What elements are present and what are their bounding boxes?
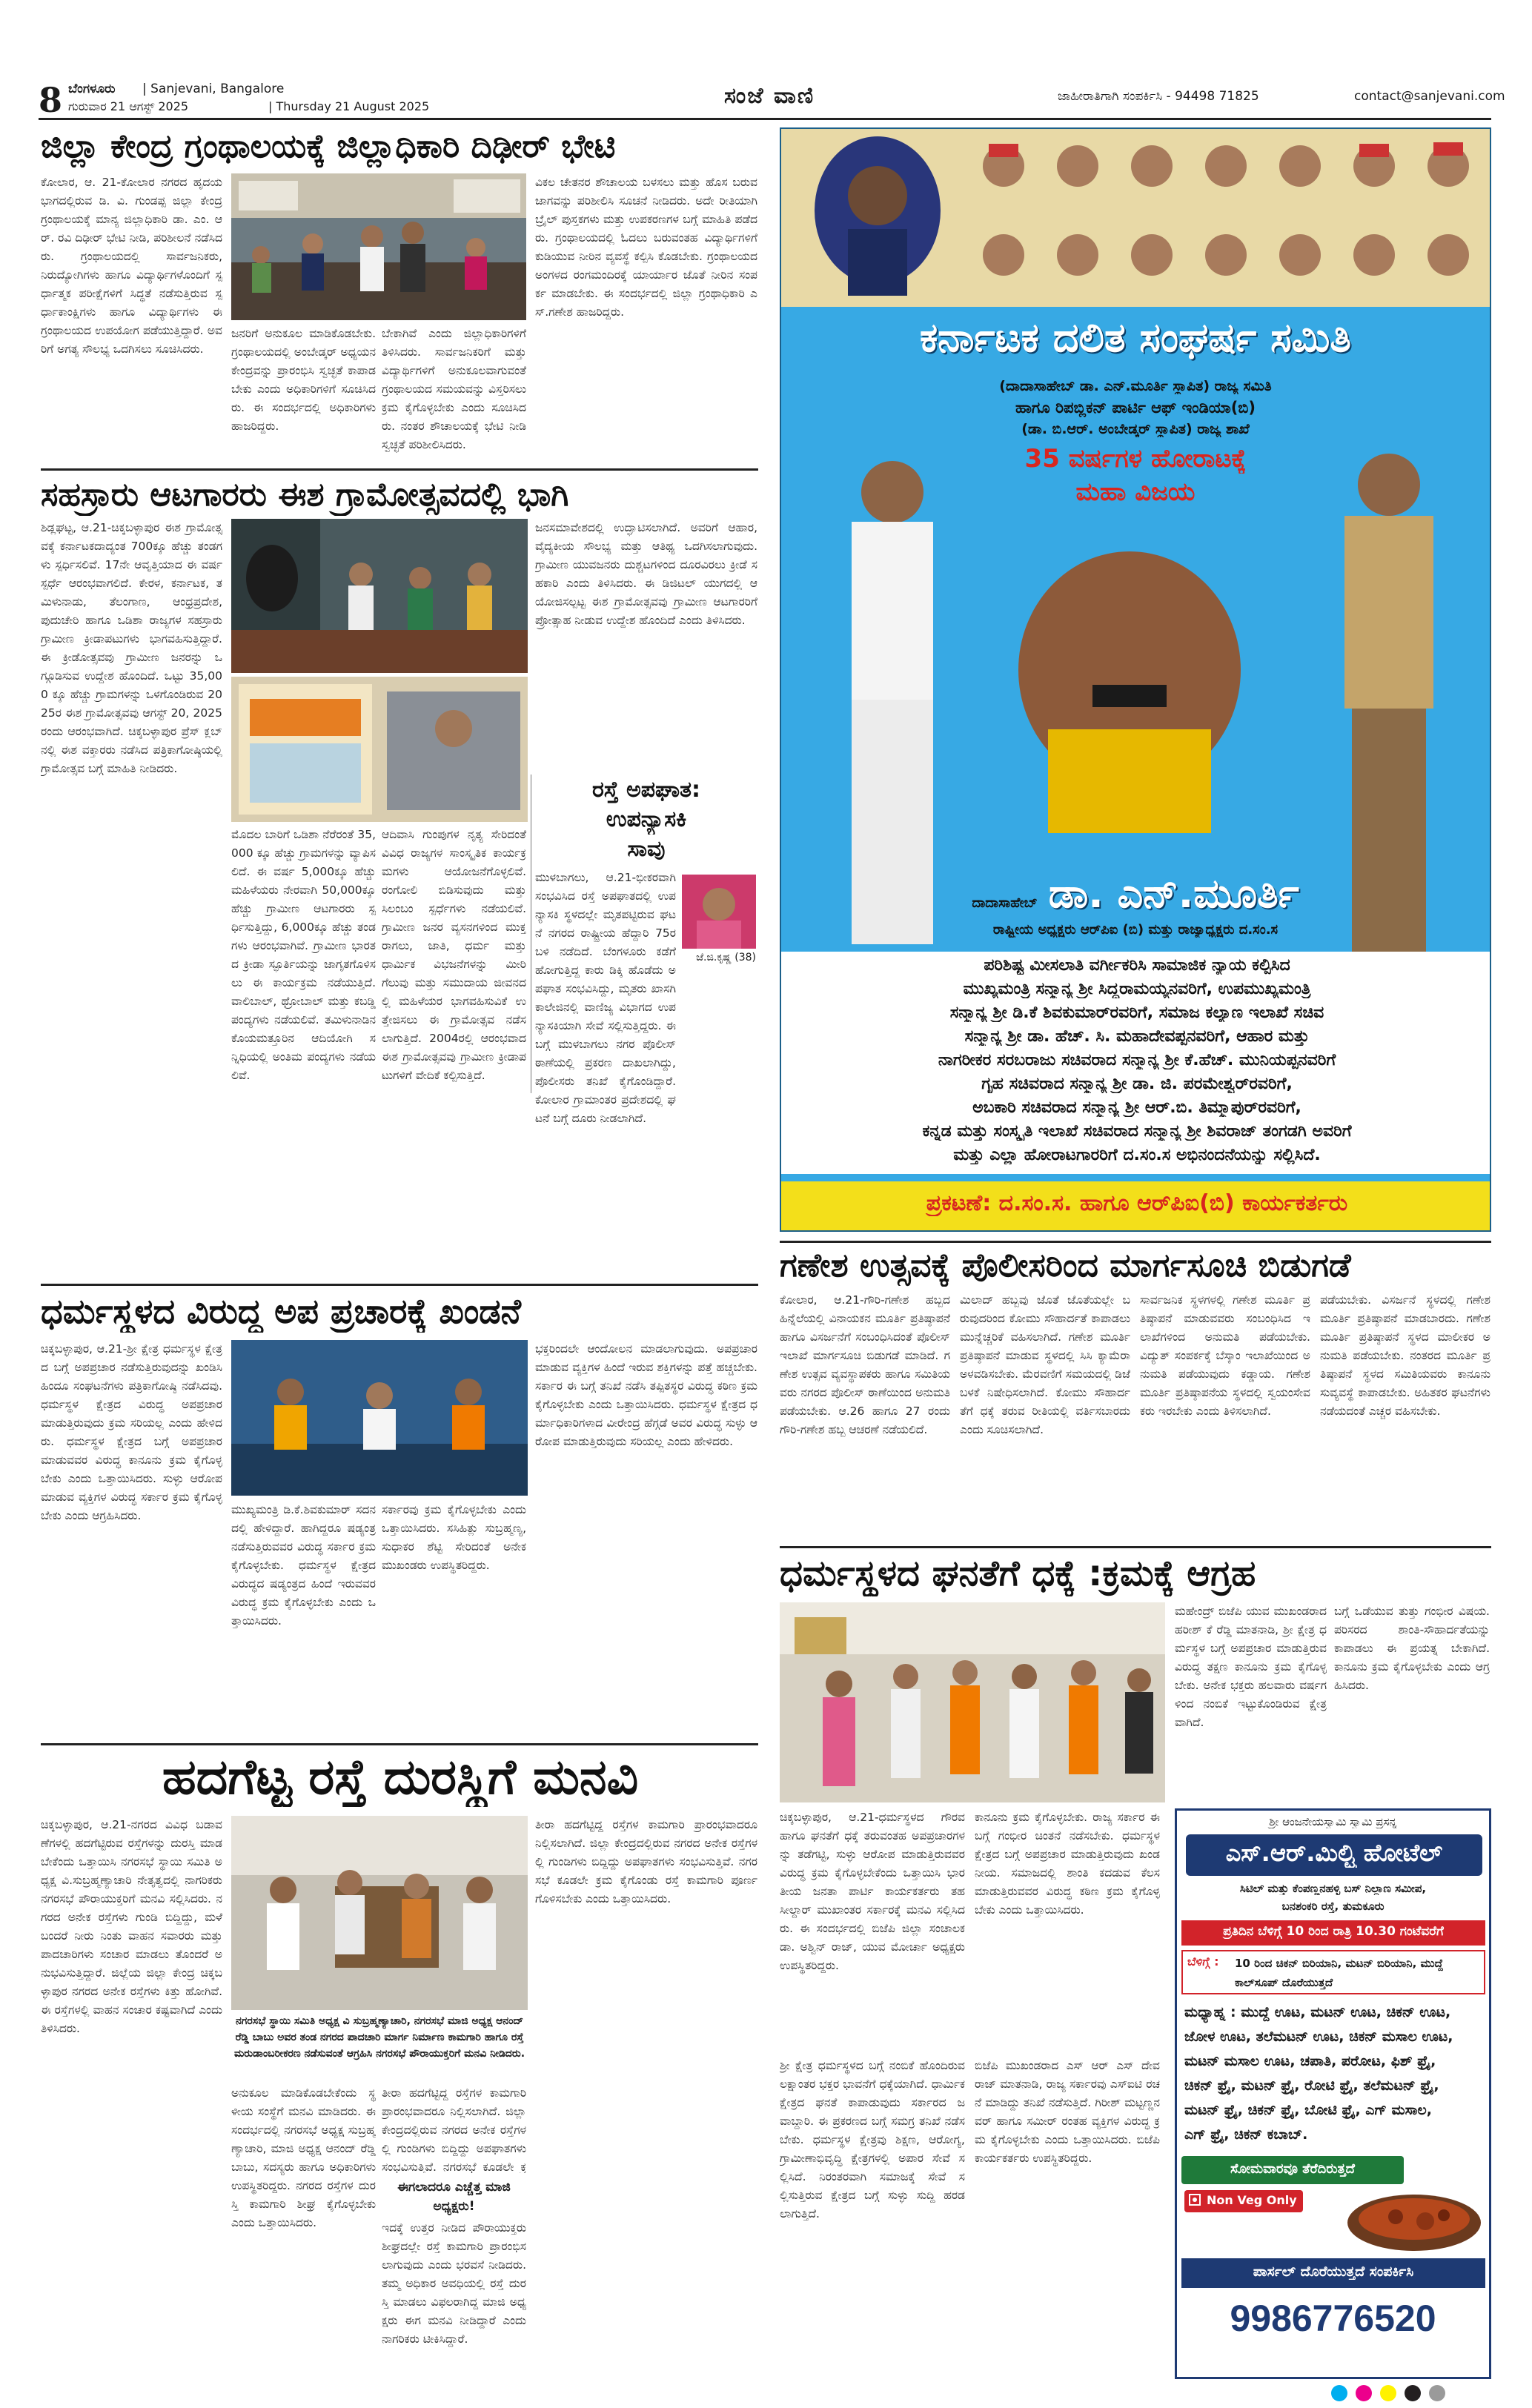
press-meet-photo (231, 1340, 528, 1496)
masthead (39, 80, 1505, 120)
hotel-address-2: ಬನಶಂಕರಿ ರಸ್ತೆ, ತುಮಕೂರು (1281, 1900, 1385, 1913)
library-visit-photo (231, 173, 526, 320)
samiti-title: ಕರ್ನಾಟಕ ದಲಿತ ಸಂಘರ್ಷ ಸಮಿತಿ (920, 314, 1351, 361)
masthead-date-en: | Thursday 21 August 2025 (268, 99, 430, 113)
article1-headline: ಜಿಲ್ಲಾ ಕೇಂದ್ರ ಗ್ರಂಥಾಲಯಕ್ಕೆ ಜಿಲ್ಲಾಧಿಕಾರಿ ದಿಢೀರ್ ಭೇಟಿ (41, 127, 616, 165)
portrait-band (781, 129, 1491, 307)
hotel-holiday: ಸೋಮವಾರವೂ ತೆರೆದಿರುತ್ತದೆ (1230, 2161, 1355, 2177)
samiti-message (781, 952, 1491, 1174)
brief-headline-2: ಉಪನ್ಯಾಸಕಿ (606, 806, 687, 832)
article4-col3-bottom: ಇದಕ್ಕೆ ಉತ್ತರ ನೀಡಿದ ಪೌರಾಯುಕ್ತರು ಶೀಘ್ರದಲ್ಲೇ ರಸ್ತೆ ಕಾಮಗಾರಿ ಪ್ರಾರಂಭಿಸಲಾಗುವುದು ಎಂದು ಭರವಸೆ ನೀಡಿದರು. ತಮ್ಮ ಅಧಿಕಾರ ಅವಧಿಯಲ್ಲಿ ರಸ್ತೆ ದುರಸ್ತಿ ಮಾಡಲು ವಿಫಲರಾಗಿದ್ದ ಮಾಜಿ ಅಧ್ಯಕ್ಷರು ಈಗ ಮನವಿ ನೀಡಿದ್ದಾರೆ ಎಂದು ನಾಗರಿಕರು ಟೀಕಿಸಿದ್ದಾರೆ. (382, 2221, 526, 2346)
divider (41, 468, 758, 471)
hotel-menu (1184, 2000, 1485, 2147)
samiti-anniversary-2: ಮಹಾ ವಿಜಯ (1075, 477, 1196, 507)
menu-line: ಜೋಳ ಊಟ, ತಲೆಮಟನ್ ಊಟ, ಚಿಕನ್ ಮಸಾಲ ಊಟ, (1184, 2029, 1453, 2045)
message-line: ಮುಖ್ಯಮಂತ್ರಿ ಸನ್ಮಾನ್ಯ ಶ್ರೀ ಸಿದ್ದರಾಮಯ್ಯನವರಿಗೆ, ಉಪಮುಖ್ಯಮಂತ್ರಿ (963, 980, 1311, 998)
article5-col3: ಸಾರ್ವಜನಿಕ ಸ್ಥಳಗಳಲ್ಲಿ ಗಣೇಶ ಮೂರ್ತಿ ಪ್ರತಿಷ್ಠಾಪನೆ ಮಾಡುವವರು ಸಂಬಂಧಿಸಿದ ಇಲಾಖೆಗಳಿಂದ ಅನುಮತಿ ಪಡೆಯಬೇಕು. ವಿದ್ಯುತ್ ಸಂಪರ್ಕಕ್ಕೆ ಬೆಸ್ಕಾಂ ಇಲಾಖೆಯಿಂದ ಅನುಮತಿ ಪಡೆಯುವುದು ಕಡ್ಡಾಯ. ಗಣೇಶ ಮೂರ್ತಿ ಪ್ರತಿಷ್ಠಾಪನೆಯ ಸ್ಥಳದಲ್ಲಿ ಸ್ವಯಂಸೇವಕರು ಇರಬೇಕು ಎಂದು ತಿಳಿಸಲಾಗಿದೆ. (1140, 1293, 1310, 1418)
gramotsava-press-photo (231, 519, 528, 673)
hotel-parcel-band (1181, 2258, 1485, 2288)
ad-contact: ಜಾಹೀರಾತಿಗಾಗಿ ಸಂಪರ್ಕಿಸಿ - 94498 71825 (1058, 89, 1259, 104)
article4-subhead: ಈಗಲಾದರೂ ಎಚ್ಚೆತ್ತ ಮಾಜಿ ಅಧ್ಯಕ್ಷರು! (397, 2180, 511, 2214)
hotel-holiday-band (1181, 2156, 1404, 2184)
article5-headline: ಗಣೇಶ ಉತ್ಸವಕ್ಕೆ ಪೊಲೀಸರಿಂದ ಮಾರ್ಗಸೂಚಿ ಬಿಡುಗಡೆ (780, 1247, 1351, 1284)
gray-dot (1429, 2385, 1445, 2401)
yellow-dot (1380, 2385, 1396, 2401)
road-petition-photo (231, 1816, 528, 2010)
article4-col3-top: ತೀರಾ ಹದಗೆಟ್ಟಿದ್ದ ರಸ್ತೆಗಳ ಕಾಮಗಾರಿ ಪ್ರಾರಂಭವಾದರೂ ನಿಲ್ಲಿಸಲಾಗಿದೆ. ಜಿಲ್ಲಾ ಕೇಂದ್ರದಲ್ಲಿರುವ ನಗರದ ಅನೇಕ ರಸ್ತೆಗಳಲ್ಲಿ ಗುಂಡಿಗಳು ಬಿದ್ದಿದ್ದು ಅಪಘಾತಗಳು ಸಂಭವಿಸುತ್ತಿವೆ. ನಗರಸಭೆ ಕೂಡಲೇ ಕ್ರ (382, 2086, 526, 2173)
brief-body: ಮುಳಬಾಗಲು, ಆ.21-ಭೀಕರವಾಗಿ ಸಂಭವಿಸಿದ ರಸ್ತೆ ಅಪಘಾತದಲ್ಲಿ ಉಪನ್ಯಾಸಕಿ ಸ್ಥಳದಲ್ಲೇ ಮೃತಪಟ್ಟಿರುವ ಘಟನೆ ನಗರದ ರಾಷ್ಟ್ರೀಯ ಹೆದ್ದಾರಿ 75ರ ಬಳಿ ನಡೆದಿದೆ. ಬೆಂಗಳೂರು ಕಡೆಗೆ ಹೋಗುತ್ತಿದ್ದ ಕಾರು ಡಿಕ್ಕಿ ಹೊಡೆದು ಅಪಘಾತ ಸಂಭವಿಸಿದ್ದು, ಮೃತರು ಖಾಸಗಿ ಕಾಲೇಜಿನಲ್ಲಿ ವಾಣಿಜ್ಯ ವಿಭಾಗದ ಉಪನ್ಯಾಸಕಿಯಾಗಿ ಸೇವೆ ಸಲ್ಲಿಸುತ್ತಿದ್ದರು. ಈ ಬಗ್ಗೆ ಮುಳಬಾಗಲು ನಗರ ಪೊಲೀಸ್ ಠಾಣೆಯಲ್ಲಿ ಪ್ರಕರಣ ದಾಖಲಾಗಿದ್ದು, ಪೊಲೀಸರು ತನಿಖೆ ಕೈಗೊಂಡಿದ್ದಾರೆ. ಕೋಲಾರ ಗ್ರಾಮಾಂತರ ಪ್ರದೇಶದಲ್ಲಿ ಘಟನೆ ಬಗ್ಗೆ ದೂರು ನೀಡಲಾಗಿದೆ. (535, 871, 676, 1125)
gramotsava-poster-photo (231, 677, 528, 822)
menu-line: ಎಗ್ ಫ್ರೈ, ಚಿಕನ್ ಕಬಾಬ್. (1184, 2126, 1308, 2143)
menu-line: ಮಟನ್ ಮಸಾಲ ಊಟ, ಚಪಾತಿ, ಪರೋಟ, ಫಿಶ್ ಫ್ರೈ, (1184, 2053, 1436, 2069)
message-line: ನಾಗರೀಕರ ಸರಬರಾಜು ಸಚಿವರಾದ ಸನ್ಮಾನ್ಯ ಶ್ರೀ ಕೆ.ಹೆಚ್. ಮುನಿಯಪ್ಪನವರಿಗೆ (938, 1051, 1336, 1069)
leader-name (781, 870, 1490, 918)
article6-col2-bottom: ಬಿಜೆಪಿ ಮುಖಂಡರಾದ ಎಸ್ ಆರ್ ಎಸ್ ದೇವರಾಜ್ ಮಾತನಾಡಿ, ರಾಜ್ಯ ಸರ್ಕಾರವು ಎಸ್‌ಐಟಿ ರಚನೆ ಮಾಡಿದ್ದು ತನಿಖೆ ನಡೆಸುತ್ತಿದೆ. ಗಿರೀಶ್ ಮಟ್ಟಣ್ಣನವರ್ ಹಾಗೂ ಸಮೀರ್ ರಂತಹ ವ್ಯಕ್ತಿಗಳ ವಿರುದ್ಧ ಕ್ರಮ ಕೈಗೊಳ್ಳಬೇಕು ಎಂದು ಒತ್ತಾಯಿಸಿದರು. ಬಿಜೆಪಿ ಕಾರ್ಯಕರ್ತರು ಉಪಸ್ಥಿತರಿದ್ದರು. (975, 2059, 1160, 2165)
breakfast-label: ಬೆಳಿಗ್ಗೆ : (1187, 1954, 1219, 1968)
article4-headline: ಹದಗೆಟ್ಟ ರಸ್ತೆ ದುರಸ್ಥಿಗೆ ಮನವಿ (162, 1748, 639, 1805)
menu-line: ಚಿಕನ್ ಫ್ರೈ, ಮಟನ್ ಫ್ರೈ, ರೋಟಿ ಫ್ರೈ, ತಲೆಮಟನ್ ಫ್ರೈ, (1184, 2077, 1439, 2094)
samiti-sub1: (ದಾದಾಸಾಹೇಬ್ ಡಾ. ಎನ್.ಮೂರ್ತಿ ಸ್ಥಾಪಿತ) ರಾಜ್ಯ ಸಮಿತಿ (999, 378, 1272, 394)
masthead-edition: | Sanjevani, Bangalore (142, 82, 285, 96)
menu-line: ಮಟನ್ ಫ್ರೈ, ಚಿಕನ್ ಫ್ರೈ, ಬೋಟಿ ಫ್ರೈ, ಎಗ್ ಮಸಾಲ, (1184, 2102, 1432, 2118)
message-line: ಗೃಹ ಸಚಿವರಾದ ಸನ್ಮಾನ್ಯ ಶ್ರೀ ಡಾ. ಜಿ. ಪರಮೇಶ್ವರ್‌ರವರಿಗೆ, (981, 1075, 1293, 1093)
masthead-date-kn: ಗುರುವಾರ 21 ಆಗಸ್ಟ್ 2025 (68, 99, 189, 113)
hotel-advertisement (1175, 1808, 1491, 2379)
hotel-parcel: ಪಾರ್ಸಲ್ ದೊರೆಯುತ್ತದೆ ಸಂಪರ್ಕಿಸಿ (1253, 2263, 1414, 2280)
article1-col3-bottom: ಬೇಕಾಗಿವೆ ಎಂದು ಜಿಲ್ಲಾಧಿಕಾರಿಗಳಿಗೆ ತಿಳಿಸಿದರು. ಸಾರ್ವಜನಿಕರಿಗೆ ಮತ್ತು ವಿದ್ಯಾರ್ಥಿಗಳಿಗೆ ಅನುಕೂಲವಾಗುವಂತೆ ಗ್ರಂಥಾಲಯದ ಸಮಯವನ್ನು ವಿಸ್ತರಿಸಲು ಕ್ರಮ ಕೈಗೊಳ್ಳಬೇಕು ಎಂದು ಸೂಚಿಸಿದರು. ನಂತರ ಶೌಚಾಲಯಕ್ಕೆ ಭೇಟಿ ನೀಡಿ ಸ್ವಚ್ಛತೆ ಪರಿಶೀಲಿಸಿದರು. (382, 327, 526, 451)
message-line: ಅಬಕಾರಿ ಸಚಿವರಾದ ಸನ್ಮಾನ್ಯ ಶ್ರೀ ಆರ್.ಬಿ. ತಿಮ್ಮಾಪುರ್‌ರವರಿಗೆ, (972, 1098, 1301, 1117)
article3-col4: ಭಕ್ತರಿಂದಲೇ ಆಂದೋಲನ ಮಾಡಲಾಗುವುದು. ಅಪಪ್ರಚಾರ ಮಾಡುವ ವ್ಯಕ್ತಿಗಳ ಹಿಂದೆ ಇರುವ ಶಕ್ತಿಗಳನ್ನು ಪತ್ತೆ ಹಚ್ಚಬೇಕು. ಸರ್ಕಾರ ಈ ಬಗ್ಗೆ ತನಿಖೆ ನಡೆಸಿ ತಪ್ಪಿತಸ್ಥರ ವಿರುದ್ಧ ಕಠಿಣ ಕ್ರಮ ಕೈಗೊಳ್ಳಬೇಕು ಎಂದು ಒತ್ತಾಯಿಸಿದರು. ಧರ್ಮಸ್ಥಳ ಕ್ಷೇತ್ರದ ಧರ್ಮಾಧಿಕಾರಿಗಳಾದ ವೀರೇಂದ್ರ ಹೆಗ್ಗಡೆ ಅವರ ವಿರುದ್ಧ ಸುಳ್ಳು ಆರೋಪ ಮಾಡುತ್ತಿರುವುದು ಸರಿಯಲ್ಲ ಎಂದು ಹೇಳಿದರು. (535, 1342, 757, 1448)
article1-col1-top: ಕೋಲಾರ, ಆ. 21-ಕೋಲಾರ ನಗರದ ಹೃದಯ ಭಾಗದಲ್ಲಿರುವ ಡಿ. ವಿ. ಗುಂಡಪ್ಪ ಜಿಲ್ಲಾ ಕೇಂದ್ರ ಗ್ರಂಥಾಲಯಕ್ಕೆ ಮಾನ್ಯ ಜಿಲ್ಲಾಧಿಕಾರಿ ಡಾ. ಎಂ. ಆರ್. ರವಿ ದಿಢೀರ್ ಭೇಟಿ ನೀಡಿ, ಪರಿಶೀಲನೆ ನಡೆಸಿದರು. ಗ್ರಂಥಾಲಯದಲ್ಲಿ ಸಾರ್ವಜನಿಕರು, ನಿರುದ್ಯೋಗಿಗಳು ಹಾಗೂ ವಿದ್ಯಾರ್ಥಿಗಳೊಂದಿಗೆ ಸ್ಪರ್ಧಾತ್ಮಕ ಪರೀಕ್ಷೆಗಳಿಗೆ ಸಿದ್ಧತೆ ನಡೆಸುತ್ತಿರುವ ಸ್ಪರ್ಧಾಕಾಂಕ್ಷಿಗಳು ಹಾಗೂ ವಿದ್ಯಾರ್ಥಿಗಳು ಈ ಗ್ರಂಥಾಲಯದ ಉಪಯೋಗ ಪಡೆಯುತ್ತಿದ್ದಾರೆ. ಅವರಿಗೆ ಅಗತ್ಯ ಸೌಲಭ್ಯ ಒದಗಿಸಲು ಸೂಚಿಸಿದರು. (41, 176, 222, 356)
article6-col2-top: ಮಹೇಂದ್ರ್ ಬಿಜೆಪಿ ಯುವ ಮುಖಂಡರಾದ ಹರೀಶ್ ಕೆ ರೆಡ್ಡಿ ಮಾತನಾಡಿ, ಶ್ರೀ ಕ್ಷೇತ್ರ ಧರ್ಮಸ್ಥಳ ಬಗ್ಗೆ ಅಪಪ್ರಚಾರ ಮಾಡುತ್ತಿರುವ ವಿರುದ್ಧ ತಕ್ಷಣ ಕಾನೂನು ಕ್ರಮ ಕೈಗೊಳ್ಳಬೇಕು. ಅನೇಕ ಭಕ್ತರು ಹಲವಾರು ವರ್ಷಗಳಿಂದ ನಂಬಿಕೆ ಇಟ್ಟುಕೊಂಡಿರುವ ಕ್ಷೇತ್ರವಾಗಿದೆ. (1175, 1605, 1327, 1729)
article2-headline: ಸಹಸ್ರಾರು ಆಟಗಾರರು ಈಶ ಗ್ರಾಮೋತ್ಸವದಲ್ಲಿ ಭಾಗಿ (41, 476, 569, 514)
brief-headline-1: ರಸ್ತೆ ಅಪಘಾತ: (591, 777, 700, 803)
bjp-memorandum-photo (780, 1602, 1165, 1802)
cyan-dot (1331, 2385, 1347, 2401)
lecturer-caption: ಜೆ.ಜಿ.ಕೃಷ್ಣ (38) (696, 952, 756, 963)
leader-prefix: ದಾದಾಸಾಹೇಬ್ (972, 895, 1038, 911)
nonveg-text: Non Veg Only (1207, 2193, 1297, 2207)
lecturer-portrait (682, 875, 756, 949)
article3-col3-bottom: ಸರ್ಕಾರವು ಕ್ರಮ ಕೈಗೊಳ್ಳಬೇಕು ಎಂದು ಒತ್ತಾಯಿಸಿದರು. ಸಸಿಹಿತ್ಲು ಸುಬ್ರಹ್ಮಣ್ಯ, ಸುಧಾಕರ ಶೆಟ್ಟಿ ಸೇರಿದಂತೆ ಅನೇಕ ಮುಖಂಡರು ಉಪಸ್ಥಿತರಿದ್ದರು. (382, 1503, 526, 1572)
article2-col3-top: ಜನಸಮಾವೇಶದಲ್ಲಿ ಉದ್ಘಾಟಿಸಲಾಗಿದೆ. ಅವರಿಗೆ ಆಹಾರ, ವೈದ್ಯಕೀಯ ಸೌಲಭ್ಯ ಮತ್ತು ಆತಿಥ್ಯ ಒದಗಿಸಲಾಗುವುದು. ಗ್ರಾಮೀಣ ಯುವಜನರು ದುಶ್ಚಟಗಳಿಂದ ದೂರವಿರಲು ಕ್ರೀಡೆ ಸಹಕಾರಿ ಎಂದು ತಿಳಿಸಿದರು. ಈ ಡಿಜಿಟಲ್ ಯುಗದಲ್ಲಿ ಆಯೋಜಿಸಲ್ಪಟ್ಟ ಈಶ ಗ್ರಾಮೋತ್ಸವವು ಗ್ರಾಮೀಣ ಆಟಗಾರರಿಗೆ ಪ್ರೋತ್ಸಾಹ ನೀಡುವ ಉದ್ದೇಶ ಹೊಂದಿದೆ ಎಂದು ತಿಳಿಸಿದರು. (535, 521, 757, 627)
menu-line: ಮಧ್ಯಾಹ್ನ : ಮುದ್ದೆ ಊಟ, ಮಟನ್ ಊಟ, ಚಿಕನ್ ಊಟ, (1184, 2004, 1451, 2020)
article2-col1: ಶಿಡ್ಲಘಟ್ಟ, ಆ.21-ಚಿಕ್ಕಬಳ್ಳಾಪುರ ಈಶ ಗ್ರಾಮೋತ್ಸವಕ್ಕೆ ಕರ್ನಾಟಕದಾದ್ಯಂತ 700ಕ್ಕೂ ಹೆಚ್ಚು ತಂಡಗಳು ಸ್ಪರ್ಧಿಸಲಿವೆ. 17ನೇ ಆವೃತ್ತಿಯಾದ ಈ ವರ್ಷ ಸ್ಪರ್ಧೆ ಆರಂಭವಾಗಲಿದೆ. ಕೇರಳ, ಕರ್ನಾಟಕ, ತಮಿಳುನಾಡು, ತೆಲಂಗಾಣ, ಆಂಧ್ರಪ್ರದೇಶ, ಪುದುಚೇರಿ ಹಾಗೂ ಒಡಿಶಾ ರಾಜ್ಯಗಳ ಸಹಸ್ರಾರು ಗ್ರಾಮೀಣ ಕ್ರೀಡಾಪಟುಗಳು ಭಾಗವಹಿಸುತ್ತಿದ್ದಾರೆ. ಈ ಕ್ರೀಡೋತ್ಸವವು ಗ್ರಾಮೀಣ ಜನರನ್ನು ಒಗ್ಗೂಡಿಸುವ ಉದ್ದೇಶ ಹೊಂದಿದೆ. ಒಟ್ಟು 35,000 ಕ್ಕೂ ಹೆಚ್ಚು ಗ್ರಾಮಗಳನ್ನು ಒಳಗೊಂಡಿರುವ 2025ರ ಈಶ ಗ್ರಾಮೋತ್ಸವವು ಆಗಸ್ಟ್ 20, 2025 ರಂದು ಆರಂಭವಾಗಿದೆ. ಚಿಕ್ಕಬಳ್ಳಾಪುರ ಪ್ರೆಸ್ ಕ್ಲಬ್ ನಲ್ಲಿ ಈಶ ವಕ್ತಾರರು ನಡೆಸಿದ ಪತ್ರಿಕಾಗೋಷ್ಠಿಯಲ್ಲಿ ಗ್ರಾಮೋತ್ಸವ ಬಗ್ಗೆ ಮಾಹಿತಿ ನೀಡಿದರು. (41, 521, 222, 775)
article1-col2-bottom: ಜನರಿಗೆ ಅನುಕೂಲ ಮಾಡಿಕೊಡಬೇಕು. ಗ್ರಂಥಾಲಯದಲ್ಲಿ ಅಂಬೇಡ್ಕರ್ ಅಧ್ಯಯನ ಕೇಂದ್ರವನ್ನು ಪ್ರಾರಂಭಿಸಿ ಸ್ವಚ್ಛತೆ ಕಾಪಾಡಬೇಕು ಎಂದು ಅಧಿಕಾರಿಗಳಿಗೆ ಸೂಚಿಸಿದರು. ಈ ಸಂದರ್ಭದಲ್ಲಿ ಅಧಿಕಾರಿಗಳು ಹಾಜರಿದ್ದರು. (231, 327, 376, 433)
newspaper-logo: ಸಂಜೆ ವಾಣಿ (724, 83, 815, 109)
hotel-address-1: ಸಿಟಿಲ್ ಮತ್ತು ಕೆಂಪಣ್ಣನಹಳ್ಳಿ ಬಸ್ ನಿಲ್ದಾಣ ಸಮೀಪ, (1239, 1882, 1427, 1895)
dalit-samiti-advertisement (780, 127, 1491, 1232)
magenta-dot (1356, 2385, 1372, 2401)
article3-headline: ಧರ್ಮಸ್ಥಳದ ವಿರುದ್ಧ ಅಪ ಪ್ರಚಾರಕ್ಕೆ ಖಂಡನೆ (41, 1291, 521, 1331)
black-dot (1405, 2385, 1421, 2401)
hotel-blessing: ಶ್ರೀ ಆಂಜನೇಯಸ್ವಾಮಿ ಸ್ವಾಮಿ ಪ್ರಸನ್ನ (1269, 1815, 1397, 1828)
hotel-timing: ಪ್ರತಿದಿನ ಬೆಳಿಗ್ಗೆ 10 ರಿಂದ ರಾತ್ರಿ 10.30 ಗಂಟೆವರೆಗೆ (1223, 1924, 1444, 1939)
article6-col1-bottom: ಶ್ರೀ ಕ್ಷೇತ್ರ ಧರ್ಮಸ್ಥಳದ ಬಗ್ಗೆ ನಂಬಿಕೆ ಹೊಂದಿರುವ ಲಕ್ಷಾಂತರ ಭಕ್ತರ ಭಾವನೆಗೆ ಧಕ್ಕೆಯಾಗಿದೆ. ಧಾರ್ಮಿಕ ಕ್ಷೇತ್ರದ ಘನತೆ ಕಾಪಾಡುವುದು ಸರ್ಕಾರದ ಜವಾಬ್ದಾರಿ. ಈ ಪ್ರಕರಣದ ಬಗ್ಗೆ ಸಮಗ್ರ ತನಿಖೆ ನಡೆಸಬೇಕು. ಧರ್ಮಸ್ಥಳ ಕ್ಷೇತ್ರವು ಶಿಕ್ಷಣ, ಆರೋಗ್ಯ, ಗ್ರಾಮೀಣಾಭಿವೃದ್ಧಿ ಕ್ಷೇತ್ರಗಳಲ್ಲಿ ಅಪಾರ ಸೇವೆ ಸಲ್ಲಿಸಿದೆ. ನಿರಂತರವಾಗಿ ಸಮಾಜಕ್ಕೆ ಸೇವೆ ಸಲ್ಲಿಸುತ್ತಿರುವ ಕ್ಷೇತ್ರದ ಬಗ್ಗೆ ಸುಳ್ಳು ಸುದ್ದಿ ಹರಡಲಾಗುತ್ತಿದೆ. (780, 2059, 965, 2220)
article5-col2: ಮಿಲಾದ್ ಹಬ್ಬವು ಜೊತೆ ಜೊತೆಯಲ್ಲೇ ಬರುವುದರಿಂದ ಕೋಮು ಸೌಹಾರ್ದತೆ ಕಾಪಾಡಲು ಮುನ್ನೆಚ್ಚರಿಕೆ ವಹಿಸಲಾಗಿದೆ. ಗಣೇಶ ಮೂರ್ತಿ ಪ್ರತಿಷ್ಠಾಪನೆ ಮಾಡುವ ಸ್ಥಳದಲ್ಲಿ ಸಿಸಿ ಕ್ಯಾಮೆರಾ ಅಳವಡಿಸಬೇಕು. ಮೆರವಣಿಗೆ ಸಮಯದಲ್ಲಿ ಡಿಜೆ ಬಳಕೆ ನಿಷೇಧಿಸಲಾಗಿದೆ. ಕೋಮು ಸೌಹಾರ್ದತೆಗೆ ಧಕ್ಕೆ ತರುವ ರೀತಿಯಲ್ಲಿ ವರ್ತಿಸಬಾರದು ಎಂದು ಸೂಚಿಸಲಾಗಿದೆ. (960, 1293, 1130, 1436)
article4-col2-bottom: ಅನುಕೂಲ ಮಾಡಿಕೊಡಬೇಕೆಂದು ಸ್ಥಳೀಯ ಸಂಸ್ಥೆಗೆ ಮನವಿ ಮಾಡಿದರು. ಈ ಸಂದರ್ಭದಲ್ಲಿ ನಗರಸಭೆ ಅಧ್ಯಕ್ಷ ಸುಬ್ರಹ್ಮಣ್ಯಾಚಾರಿ, ಮಾಜಿ ಅಧ್ಯಕ್ಷ ಆನಂದ್ ರೆಡ್ಡಿ ಬಾಬು, ಸದಸ್ಯರು ಹಾಗೂ ಅಧಿಕಾರಿಗಳು ಉಪಸ್ಥಿತರಿದ್ದರು. ನಗರದ ರಸ್ತೆಗಳ ದುರಸ್ತಿ ಕಾಮಗಾರಿ ಶೀಘ್ರ ಕೈಗೊಳ್ಳಬೇಕು ಎಂದು ಒತ್ತಾಯಿಸಿದರು. (231, 2086, 376, 2229)
breakfast-text: 10 ರಿಂದ ಚಿಕನ್ ಬಿರಿಯಾನಿ, ಮಟನ್ ಬಿರಿಯಾನಿ, ಮುದ್ದೆ ಕಾಲ್‌ಸೂಪ್ ದೊರೆಯುತ್ತದೆ (1235, 1957, 1444, 1989)
article2-col2-mid: ಮೊದಲ ಬಾರಿಗೆ ಒಡಿಶಾ ನೆರೆರಂತೆ 35,000 ಕ್ಕೂ ಹೆಚ್ಚು ಗ್ರಾಮಗಳನ್ನು ವ್ಯಾಪಿಸಲಿದೆ. ಈ ವರ್ಷ 5,000ಕ್ಕೂ ಹೆಚ್ಚು ಮಹಿಳೆಯರು ನೇರವಾಗಿ 50,000ಕ್ಕೂ ಹೆಚ್ಚು ಗ್ರಾಮೀಣ ಆಟಗಾರರು ಸ್ಪರ್ಧಿಸುತ್ತಿದ್ದು, 6,000ಕ್ಕೂ ಹೆಚ್ಚು ತಂಡಗಳು ಆರಂಭವಾಗಿವೆ. ಗ್ರಾಮೀಣ ಭಾರತದ ಕ್ರೀಡಾ ಸ್ಫೂರ್ತಿಯನ್ನು ಜಾಗೃತಗೊಳಿಸಲು ಈ ಕಾರ್ಯಕ್ರಮ ನಡೆಯುತ್ತಿದೆ. ವಾಲಿಬಾಲ್, ಥ್ರೋಬಾಲ್ ಮತ್ತು ಕಬಡ್ಡಿ ಪಂದ್ಯಗಳು ನಡೆಯಲಿವೆ. ತಮಿಳುನಾಡಿನ ಕೊಯಮತ್ತೂರಿನ ಆದಿಯೋಗಿ ಸನ್ನಿಧಿಯಲ್ಲಿ ಅಂತಿಮ ಪಂದ್ಯಗಳು ನಡೆಯಲಿವೆ. (231, 828, 376, 1082)
nonveg-icon (1189, 2194, 1201, 2206)
hotel-phone[interactable]: 9986776520 (1230, 2298, 1436, 2339)
message-line: ಪರಿಶಿಷ್ಟ ಮೀಸಲಾತಿ ವರ್ಗೀಕರಿಸಿ ಸಾಮಾಜಿಕ ನ್ಯಾಯ ಕಲ್ಪಿಸಿದ (984, 956, 1290, 975)
leader-name-text: ಡಾ. ಎನ್.ಮೂರ್ತಿ (1048, 870, 1299, 917)
hotel-name: ಎಸ್.ಆರ್.ಮಿಲ್ಟ್ರಿ ಹೋಟೆಲ್ (1225, 1839, 1443, 1867)
leader-role: ರಾಷ್ಟ್ರೀಯ ಅಧ್ಯಕ್ಷರು ಆರ್‌ಪಿಐ (ಬಿ) ಮತ್ತು ರಾಜ್ಯಾಧ್ಯಕ್ಷರು ದ.ಸಂ.ಸ (992, 922, 1279, 938)
samiti-sub3: (ಡಾ. ಬಿ.ಆರ್. ಅಂಬೇಡ್ಕರ್ ಸ್ಥಾಪಿತ) ರಾಜ್ಯ ಶಾಖೆ (1021, 421, 1250, 437)
article4-col4: ತೀರಾ ಹದಗೆಟ್ಟಿದ್ದ ರಸ್ತೆಗಳ ಕಾಮಗಾರಿ ಪ್ರಾರಂಭವಾದರೂ ನಿಲ್ಲಿಸಲಾಗಿದೆ. ಜಿಲ್ಲಾ ಕೇಂದ್ರದಲ್ಲಿರುವ ನಗರದ ಅನೇಕ ರಸ್ತೆಗಳಲ್ಲಿ ಗುಂಡಿಗಳು ಬಿದ್ದಿದ್ದು ಅಪಘಾತಗಳು ಸಂಭವಿಸುತ್ತಿವೆ. ನಗರಸಭೆ ಕೂಡಲೇ ಕ್ರಮ ಕೈಗೊಂಡು ರಸ್ತೆ ಕಾಮಗಾರಿ ಪೂರ್ಣಗೊಳಿಸಬೇಕು ಎಂದು ಒತ್ತಾಯಿಸಿದರು. (535, 1818, 757, 1905)
samiti-footer (781, 1181, 1491, 1230)
brief-headline-3: ಸಾವು (627, 836, 666, 862)
hotel-timing-band (1181, 1920, 1485, 1946)
nonveg-badge (1184, 2190, 1303, 2212)
food-plate-image (1344, 2186, 1485, 2252)
samiti-footer-text: ಪ್ರಕಟಣೆ: ದ.ಸಂ.ಸ. ಹಾಗೂ ಆರ್‌ಪಿಐ(ಬಿ) ಕಾರ್ಯಕರ್ತರು (926, 1190, 1348, 1216)
masthead-city: ಬೆಂಗಳೂರು (68, 82, 116, 96)
article2-col2-bottom: ಆದಿವಾಸಿ ಗುಂಪುಗಳ ನೃತ್ಯ ಸೇರಿದಂತೆ ವಿವಿಧ ರಾಜ್ಯಗಳ ಸಾಂಸ್ಕೃತಿಕ ಕಾರ್ಯಕ್ರಮಗಳು ಆಯೋಜನೆಗೊಳ್ಳಲಿವೆ. ರಂಗೋಲಿ ಬಿಡಿಸುವುದು ಮತ್ತು ಸಿಲಂಬಂ ಸ್ಪರ್ಧೆಗಳು ನಡೆಯಲಿವೆ. ಗ್ರಾಮೀಣ ಜನರ ವ್ಯಸನಗಳಿಂದ ಮುಕ್ತರಾಗಲು, ಜಾತಿ, ಧರ್ಮ ಮತ್ತು ಧಾರ್ಮಿಕ ವಿಭಜನೆಗಳನ್ನು ಮೀರಿ ಗೆಲುವು ಮತ್ತು ಸಮುದಾಯ ಜೀವನದಲ್ಲಿ ಮಹಿಳೆಯರ ಭಾಗವಹಿಸುವಿಕೆ ಉತ್ತೇಜಿಸಲು ಈ ಗ್ರಾಮೋತ್ಸವ ನಡೆಸಲಾಗುತ್ತಿದೆ. 2004ರಲ್ಲಿ ಆರಂಭವಾದ ಈಶ ಗ್ರಾಮೋತ್ಸವವು ಗ್ರಾಮೀಣ ಕ್ರೀಡಾಪಟುಗಳಿಗೆ ವೇದಿಕೆ ಕಲ್ಪಿಸುತ್ತಿದೆ. (382, 828, 526, 1082)
message-line: ಸನ್ಮಾನ್ಯ ಶ್ರೀ ಡಿ.ಕೆ ಶಿವಕುಮಾರ್‌ರವರಿಗೆ, ಸಮಾಜ ಕಲ್ಯಾಣ ಇಲಾಖೆ ಸಚಿವ (949, 1004, 1324, 1022)
samiti-sub2: ಹಾಗೂ ರಿಪಬ್ಲಿಕನ್ ಪಾರ್ಟಿ ಆಫ್ ಇಂಡಿಯಾ(ಬಿ) (1015, 399, 1256, 417)
article6-col3-top: ಬಗ್ಗೆ ಒಡೆಯುವ ತುತ್ತು ಗಂಭೀರ ವಿಷಯ. ಪರಿಸರದ ಶಾಂತಿ-ಸೌಹಾರ್ದತೆಯನ್ನು ಕಾಪಾಡಲು ಈ ಪ್ರಯತ್ನ ಬೇಕಾಗಿದೆ. ಕಾನೂನು ಕ್ರಮ ಕೈಗೊಳ್ಳಬೇಕು ಎಂದು ಆಗ್ರಹಿಸಿದರು. (1334, 1605, 1490, 1692)
hotel-breakfast-box (1181, 1950, 1485, 1994)
article3-col1: ಚಿಕ್ಕಬಳ್ಳಾಪುರ, ಆ.21-ಶ್ರೀ ಕ್ಷೇತ್ರ ಧರ್ಮಸ್ಥಳ ಕ್ಷೇತ್ರದ ಬಗ್ಗೆ ಅಪಪ್ರಚಾರ ನಡೆಸುತ್ತಿರುವುದನ್ನು ಖಂಡಿಸಿ ಹಿಂದೂ ಸಂಘಟನೆಗಳು ಪತ್ರಿಕಾಗೋಷ್ಠಿ ನಡೆಸಿದವು. ಧರ್ಮಸ್ಥಳ ಕ್ಷೇತ್ರದ ವಿರುದ್ಧ ಅಪಪ್ರಚಾರ ಮಾಡುತ್ತಿರುವುದು ಕ್ರಮ ಸರಿಯಲ್ಲ ಎಂದು ಹೇಳಿದರು. ಧರ್ಮಸ್ಥಳ ಕ್ಷೇತ್ರದ ಬಗ್ಗೆ ಅಪಪ್ರಚಾರ ಮಾಡುವವರ ವಿರುದ್ಧ ಕಾನೂನು ಕ್ರಮ ಕೈಗೊಳ್ಳಬೇಕು ಎಂದು ಒತ್ತಾಯಿಸಿದರು. ಸುಳ್ಳು ಆರೋಪ ಮಾಡುವ ವ್ಯಕ್ತಿಗಳ ವಿರುದ್ಧ ಸರ್ಕಾರ ಕ್ರಮ ಕೈಗೊಳ್ಳಬೇಕು ಎಂದು ಆಗ್ರಹಿಸಿದರು. (41, 1342, 222, 1522)
article6-col2-mid: ಕಾನೂನು ಕ್ರಮ ಕೈಗೊಳ್ಳಬೇಕು. ರಾಜ್ಯ ಸರ್ಕಾರ ಈ ಬಗ್ಗೆ ಗಂಭೀರ ಚಿಂತನೆ ನಡೆಸಬೇಕು. ಧರ್ಮಸ್ಥಳ ಕ್ಷೇತ್ರದ ಬಗ್ಗೆ ಅಪಪ್ರಚಾರ ಮಾಡುತ್ತಿರುವುದು ಖಂಡನೀಯ. ಸಮಾಜದಲ್ಲಿ ಶಾಂತಿ ಕದಡುವ ಕೆಲಸ ಮಾಡುತ್ತಿರುವವರ ವಿರುದ್ಧ ಕಠಿಣ ಕ್ರಮ ಕೈಗೊಳ್ಳಬೇಕು ಎಂದು ಒತ್ತಾಯಿಸಿದರು. (975, 1811, 1160, 1917)
article6-headline: ಧರ್ಮಸ್ಥಳದ ಘನತೆಗೆ ಧಕ್ಕೆ :ಕ್ರಮಕ್ಕೆ ಆಗ್ರಹ (780, 1553, 1256, 1594)
article6-col1-mid: ಚಿಕ್ಕಬಳ್ಳಾಪುರ, ಆ.21-ಧರ್ಮಸ್ಥಳದ ಗೌರವ ಹಾಗೂ ಘನತೆಗೆ ಧಕ್ಕೆ ತರುವಂತಹ ಅಪಪ್ರಚಾರಗಳನ್ನು ತಡೆಗಟ್ಟಿ, ಸುಳ್ಳು ಆರೋಪ ಮಾಡುತ್ತಿರುವವರ ವಿರುದ್ಧ ಕ್ರಮ ಕೈಗೊಳ್ಳಬೇಕೆಂದು ಒತ್ತಾಯಿಸಿ ಭಾರತೀಯ ಜನತಾ ಪಾರ್ಟಿ ಕಾರ್ಯಕರ್ತರು ತಹಸೀಲ್ದಾರ್ ಮುಖಾಂತರ ಸರ್ಕಾರಕ್ಕೆ ಮನವಿ ಸಲ್ಲಿಸಿದರು. ಈ ಸಂದರ್ಭದಲ್ಲಿ ಬಿಜೆಪಿ ಜಿಲ್ಲಾ ಸಂಚಾಲಕ ಡಾ. ಅಶ್ವಿನ್ ರಾಜ್, ಯುವ ಮೋರ್ಚಾ ಅಧ್ಯಕ್ಷರು ಉಪಸ್ಥಿತರಿದ್ದರು. (780, 1811, 965, 1972)
hotel-name-band (1186, 1834, 1482, 1876)
article5-col4: ಪಡೆಯಬೇಕು. ವಿಸರ್ಜನೆ ಸ್ಥಳದಲ್ಲಿ ಗಣೇಶ ಮೂರ್ತಿ ಪ್ರತಿಷ್ಠಾಪನೆ ಮಾಡಬಾರದು. ಗಣೇಶ ಮೂರ್ತಿ ಪ್ರತಿಷ್ಠಾಪನೆ ಸ್ಥಳದ ಮಾಲೀಕರ ಅನುಮತಿ ಪಡೆಯಬೇಕು. ನಂತರದ ಮೂರ್ತಿ ಪ್ರತಿಷ್ಠಾಪನೆ ಸ್ಥಳದ ಸಮಿತಿಯವರು ಕಾನೂನು ಸುವ್ಯವಸ್ಥೆ ಕಾಪಾಡಬೇಕು. ಅಹಿತಕರ ಘಟನೆಗಳು ನಡೆಯದಂತೆ ಎಚ್ಚರ ವಹಿಸಬೇಕು. (1320, 1293, 1490, 1418)
article3-col2-bottom: ಮುಖ್ಯಮಂತ್ರಿ ಡಿ.ಕೆ.ಶಿವಕುಮಾರ್ ಸದನದಲ್ಲಿ ಹೇಳಿದ್ದಾರೆ. ಹಾಗಿದ್ದರೂ ಷಡ್ಯಂತ್ರ ನಡೆಸುತ್ತಿರುವವರ ವಿರುದ್ಧ ಸರ್ಕಾರ ಕ್ರಮ ಕೈಗೊಳ್ಳಬೇಕು. ಧರ್ಮಸ್ಥಳ ಕ್ಷೇತ್ರದ ವಿರುದ್ಧದ ಷಡ್ಯಂತ್ರದ ಹಿಂದೆ ಇರುವವರ ವಿರುದ್ಧ ಕ್ರಮ ಕೈಗೊಳ್ಳಬೇಕು ಎಂದು ಒತ್ತಾಯಿಸಿದರು. (231, 1503, 376, 1628)
message-line: ಕನ್ನಡ ಮತ್ತು ಸಂಸ್ಕೃತಿ ಇಲಾಖೆ ಸಚಿವರಾದ ಸನ್ಮಾನ್ಯ ಶ್ರೀ ಶಿವರಾಜ್ ತಂಗಡಗಿ ಅವರಿಗೆ (922, 1122, 1352, 1141)
message-line: ಮತ್ತು ಎಲ್ಲಾ ಹೋರಾಟಗಾರರಿಗೆ ದ.ಸಂ.ಸ ಅಭಿನಂದನೆಯನ್ನು ಸಲ್ಲಿಸಿದೆ. (953, 1146, 1321, 1164)
page-number: 8 (39, 80, 63, 120)
message-line: ಸನ್ಮಾನ್ಯ ಶ್ರೀ ಡಾ. ಹೆಚ್. ಸಿ. ಮಹಾದೇವಪ್ಪನವರಿಗೆ, ಆಹಾರ ಮತ್ತು (964, 1027, 1310, 1046)
samiti-anniversary-1: 35 ವರ್ಷಗಳ ಹೋರಾಟಕ್ಕೆ (1024, 444, 1247, 474)
article5-col1: ಕೋಲಾರ, ಆ.21-ಗೌರಿ-ಗಣೇಶ ಹಬ್ಬದ ಹಿನ್ನೆಲೆಯಲ್ಲಿ ವಿನಾಯಕನ ಮೂರ್ತಿ ಪ್ರತಿಷ್ಠಾಪನೆ ಹಾಗೂ ವಿಸರ್ಜನೆಗೆ ಸಂಬಂಧಿಸಿದಂತೆ ಪೊಲೀಸ್ ಇಲಾಖೆ ಮಾರ್ಗಸೂಚಿ ಬಿಡುಗಡೆ ಮಾಡಿದೆ. ಗಣೇಶ ಉತ್ಸವ ವ್ಯವಸ್ಥಾಪಕರು ಹಾಗೂ ಸಮಿತಿಯವರು ನಗರದ ಪೊಲೀಸ್ ಠಾಣೆಯಿಂದ ಅನುಮತಿ ಪಡೆಯಬೇಕು. ಆ.26 ಹಾಗೂ 27 ರಂದು ಗೌರಿ-ಗಣೇಶ ಹಬ್ಬ ಆಚರಣೆ ನಡೆಯಲಿದೆ. (780, 1293, 950, 1436)
email[interactable]: contact@sanjevani.com (1354, 89, 1505, 104)
article1-col4: ವಿಕಲ ಚೇತನರ ಶೌಚಾಲಯ ಬಳಸಲು ಮತ್ತು ಹೊಸ ಬರುವ ಜಾಗವನ್ನು ಪರಿಶೀಲಿಸಿ ಸೂಚನೆ ನೀಡಿದರು. ಅದೇ ರೀತಿಯಾಗಿ ಬ್ರೈಲ್ ಪುಸ್ತಕಗಳು ಮತ್ತು ಉಪಕರಣಗಳ ಬಗ್ಗೆ ಮಾಹಿತಿ ಪಡೆದರು. ಗ್ರಂಥಾಲಯದಲ್ಲಿ ಓದಲು ಬರುವಂತಹ ವಿದ್ಯಾರ್ಥಿಗಳಿಗೆ ಕುಡಿಯುವ ನೀರಿನ ವ್ಯವಸ್ಥೆ ಕಲ್ಪಿಸಿ ಕೊಡಬೇಕು. ಗ್ರಂಥಾಲಯದ ಅಂಗಳದ ರಂಗಮಂದಿರಕ್ಕೆ ಯಾರ್ಯಾರ ಜೊತೆ ನೀರಿನ ಸಂಪರ್ಕ ಮಾಡಬೇಕು. ಈ ಸಂದರ್ಭದಲ್ಲಿ ಜಿಲ್ಲಾ ಗ್ರಂಥಾಧಿಕಾರಿ ಎಸ್.ಗಣೇಶ ಹಾಜರಿದ್ದರು. (535, 176, 757, 319)
article4-col1: ಚಿಕ್ಕಬಳ್ಳಾಪುರ, ಆ.21-ನಗರದ ವಿವಿಧ ಬಡಾವಣೆಗಳಲ್ಲಿ ಹದಗೆಟ್ಟಿರುವ ರಸ್ತೆಗಳನ್ನು ದುರಸ್ತಿ ಮಾಡಬೇಕೆಂದು ಒತ್ತಾಯಿಸಿ ನಗರಸಭೆ ಸ್ಥಾಯಿ ಸಮಿತಿ ಅಧ್ಯಕ್ಷ ವಿ.ಸುಬ್ರಹ್ಮಣ್ಯಾಚಾರಿ ನೇತೃತ್ವದಲ್ಲಿ ನಾಗರಿಕರು ನಗರಸಭೆ ಪೌರಾಯುಕ್ತರಿಗೆ ಮನವಿ ಸಲ್ಲಿಸಿದರು. ನಗರದ ಅನೇಕ ರಸ್ತೆಗಳು ಗುಂಡಿ ಬಿದ್ದಿದ್ದು, ಮಳೆ ಬಂದರೆ ನೀರು ನಿಂತು ವಾಹನ ಸವಾರರು ಮತ್ತು ಪಾದಚಾರಿಗಳು ಸಂಚಾರ ಮಾಡಲು ತೊಂದರೆ ಅನುಭವಿಸುತ್ತಿದ್ದಾರೆ. ಜಿಲ್ಲೆಯ ಜಿಲ್ಲಾ ಕೇಂದ್ರ ಚಿಕ್ಕಬಳ್ಳಾಪುರ ನಗರದ ಅನೇಕ ರಸ್ತೆಗಳು ಕಿತ್ತು ಹೋಗಿವೆ. ಈ ರಸ್ತೆಗಳಲ್ಲಿ ವಾಹನ ಸಂಚಾರ ಕಷ್ಟವಾಗಿದೆ ಎಂದು ತಿಳಿಸಿದರು. (41, 1818, 222, 2035)
print-registration-marks (1327, 2385, 1490, 2404)
road-petition-caption: ನಗರಸಭೆ ಸ್ಥಾಯಿ ಸಮಿತಿ ಅಧ್ಯಕ್ಷ ವಿ ಸುಬ್ರಹ್ಮಣ್ಯಾಚಾರಿ, ನಗರಸಭೆ ಮಾಜಿ ಅಧ್ಯಕ್ಷ ಆನಂದ್ ರೆಡ್ಡಿ ಬಾಬು ಅವರ ತಂಡ ನಗರದ ಪಾದಚಾರಿ ಮಾರ್ಗ ನಿರ್ಮಾಣ ಕಾಮಗಾರಿ ಹಾಗೂ ರಸ್ತೆ ಮರುಡಾಂಬರೀಕರಣ ನಡೆಸುವಂತೆ ಆಗ್ರಹಿಸಿ ನಗರಸಭೆ ಪೌರಾಯುಕ್ತರಿಗೆ ಮನವಿ ನೀಡಿದರು. (233, 2015, 525, 2060)
